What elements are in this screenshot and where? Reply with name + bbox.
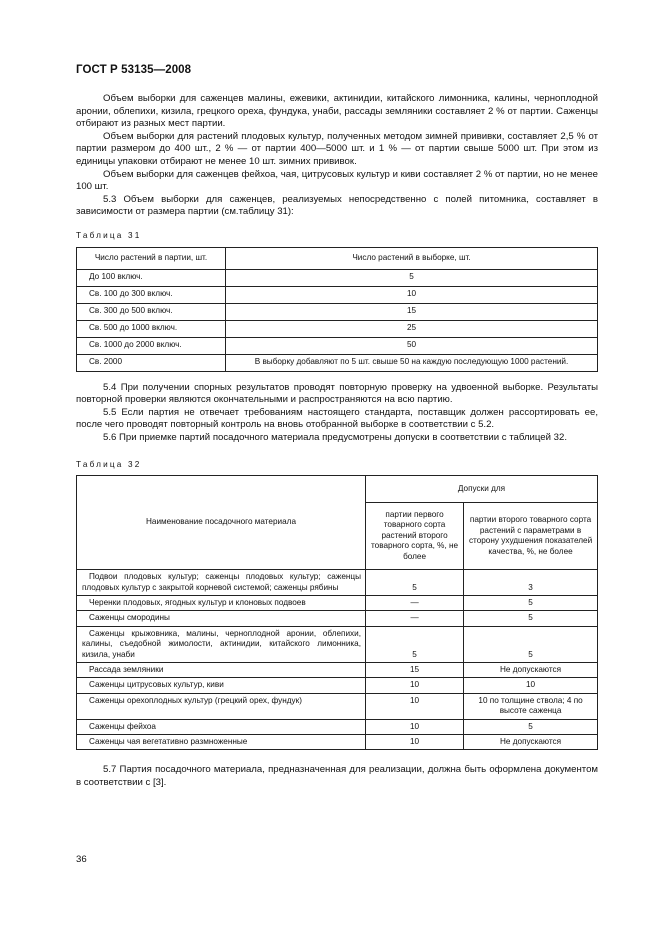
table-row xyxy=(77,626,598,662)
table-cell: 5 xyxy=(464,611,598,626)
paragraph: 5.6 При приемке партий посадочного материала предусмотрены допуски в соответствии с таблицей 32. xyxy=(103,431,567,443)
table-cell: 5 xyxy=(366,626,464,662)
table-cell: 10 xyxy=(464,678,598,693)
table-cell: Не допускаются xyxy=(464,662,598,677)
table-cell: 5 xyxy=(366,570,464,596)
table-32-header-name: Наименование посадочного материала xyxy=(77,476,366,570)
table-cell: 10 xyxy=(366,693,464,719)
table-cell: 5 xyxy=(226,269,598,286)
table-cell: Не допускаются xyxy=(464,734,598,749)
table-row xyxy=(77,286,598,303)
table-cell: Черенки плодовых, ягодных культур и клоновых подвоев xyxy=(77,595,366,610)
table-cell: 10 по толщине ствола; 4 по высоте саженца xyxy=(464,693,598,719)
table-cell: Саженцы смородины xyxy=(77,611,366,626)
table-row xyxy=(77,337,598,354)
paragraph: 5.3 Объем выборки для саженцев, реализуемых непосредственно с полей питомника, составляет в зависимости от размера партии (см.таблицу 31): xyxy=(76,193,598,218)
table-cell: Рассада земляники xyxy=(77,662,366,677)
table-cell: Саженцы цитрусовых культур, киви xyxy=(77,678,366,693)
table-cell: Св. 1000 до 2000 включ. xyxy=(77,337,226,354)
table-cell: В выборку добавляют по 5 шт. свыше 50 на каждую последующую 1000 растений. xyxy=(226,354,598,371)
table-cell: Саженцы орехоплодных культур (грецкий орех, фундук) xyxy=(77,693,366,719)
table-cell: 10 xyxy=(226,286,598,303)
table-row xyxy=(77,693,598,719)
table-cell: Саженцы чая вегетативно размноженные xyxy=(77,734,366,749)
table-row xyxy=(77,611,598,626)
table-cell: 5 xyxy=(464,719,598,734)
table-32 xyxy=(76,475,598,750)
table-cell: — xyxy=(366,595,464,610)
table-cell: 3 xyxy=(464,570,598,596)
table-31 xyxy=(76,247,598,372)
table-cell: Подвои плодовых культур; саженцы плодовых культур; саженцы плодовых культур с закрытой корневой системой; саженцы рябины xyxy=(77,570,366,596)
table-cell: 25 xyxy=(226,320,598,337)
page-number: 36 xyxy=(76,854,87,865)
paragraph: 5.7 Партия посадочного материала, предназначенная для реализации, должна быть оформлена документом в соответствии с [3]. xyxy=(76,764,598,788)
table-32-caption: Таблица 32 xyxy=(76,459,142,469)
table-32-header-col2: партии второго товарного сорта растений с параметрами в сторону ухудшения показателей качества, %, не более xyxy=(464,503,598,570)
table-31-header-lot: Число растений в партии, шт. xyxy=(77,247,226,269)
table-32-header-col1: партии первого товарного сорта растений второго товарного сорта, %, не более xyxy=(366,503,464,570)
table-31-header-sample: Число растений в выборке, шт. xyxy=(226,247,598,269)
table-cell: 15 xyxy=(366,662,464,677)
table-row xyxy=(77,570,598,596)
table-cell: Св. 2000 xyxy=(77,354,226,371)
table-cell: 10 xyxy=(366,678,464,693)
paragraph: Объем выборки для растений плодовых культур, полученных методом зимней прививки, составляет 2,5 % от партии размером до 400 шт., 2 % — от партии 400—5000 шт. и 1 % — от партии свыше 5000 шт. При этом из единицы упаковки отбирают не менее 10 шт. зимних прививок. xyxy=(76,130,598,167)
table-cell: До 100 включ. xyxy=(77,269,226,286)
table-32-header-group: Допуски для xyxy=(366,476,598,503)
table-row xyxy=(77,678,598,693)
table-cell: 5 xyxy=(464,626,598,662)
table-row xyxy=(77,595,598,610)
table-31-caption: Таблица 31 xyxy=(76,230,142,240)
page-content xyxy=(76,93,598,790)
table-row xyxy=(77,269,598,286)
table-cell: Саженцы фейхоа xyxy=(77,719,366,734)
table-cell: — xyxy=(366,611,464,626)
table-cell: Св. 100 до 300 включ. xyxy=(77,286,226,303)
table-row xyxy=(77,303,598,320)
paragraph: Объем выборки для саженцев малины, ежевики, актинидии, китайского лимонника, калины, черноплодной аронии, облепихи, кизила, грецкого ореха, фундука, унаби, рассады земляники составляет 2 % от партии. Саженцы отбирают из разных мест партии. xyxy=(76,93,598,130)
table-row xyxy=(77,320,598,337)
table-cell: Саженцы крыжовника, малины, черноплодной аронии, облепихи, калины, съедобной жимолости, актинидии, китайского лимонника, кизила, унаби xyxy=(77,626,366,662)
table-cell: 15 xyxy=(226,303,598,320)
table-row xyxy=(77,354,598,371)
paragraph: Объем выборки для саженцев фейхоа, чая, цитрусовых культур и киви составляет 2 % от партии, но не менее 100 шт. xyxy=(76,168,598,193)
table-row xyxy=(77,719,598,734)
table-row xyxy=(77,734,598,749)
table-cell: 10 xyxy=(366,719,464,734)
table-cell: Св. 300 до 500 включ. xyxy=(77,303,226,320)
table-cell: Св. 500 до 1000 включ. xyxy=(77,320,226,337)
document-header: ГОСТ Р 53135—2008 xyxy=(76,64,192,76)
table-row xyxy=(77,662,598,677)
table-cell: 5 xyxy=(464,595,598,610)
paragraph: 5.5 Если партия не отвечает требованиям настоящего стандарта, поставщик должен рассортировать ее, после чего проводят повторный контроль на вновь отобранной выборке в соответствии с 5.2. xyxy=(76,406,598,431)
table-cell: 50 xyxy=(226,337,598,354)
paragraph: 5.4 При получении спорных результатов проводят повторную проверку на удвоенной выборке. Результаты повторной проверки являются окончательными и распространяются на всю партию. xyxy=(76,381,598,406)
table-cell: 10 xyxy=(366,734,464,749)
